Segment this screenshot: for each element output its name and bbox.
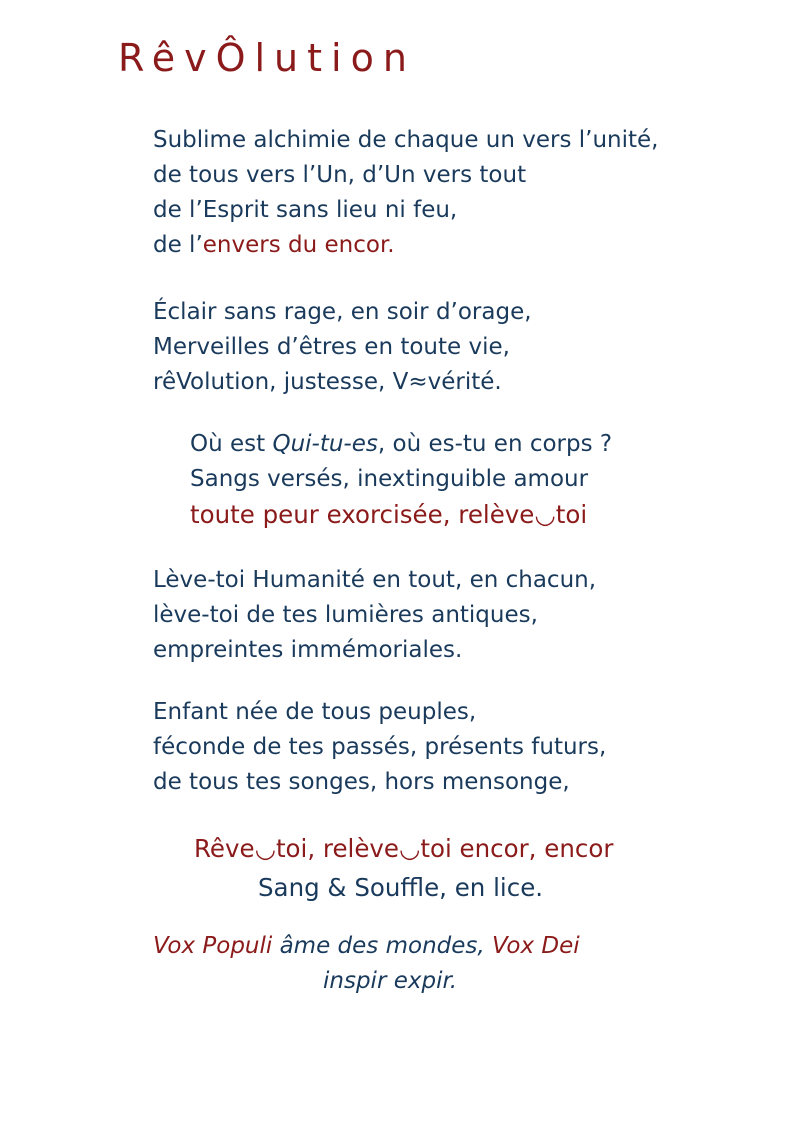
stanza-4 (153, 563, 596, 668)
stanza-3-line-3: toute peur exorcisée, relève◡toi (190, 500, 588, 529)
stanza-7 (153, 929, 580, 999)
stanza-4-line-2: lève-toi de tes lumières antiques, (153, 602, 538, 628)
poem-title: RêvÔlution (118, 36, 416, 80)
stanza-5-line-1: Enfant née de tous peuples, (153, 699, 477, 725)
stanza-2 (153, 295, 532, 400)
stanza-1-line-4-accent: envers du encor. (202, 232, 395, 258)
stanza-5 (153, 695, 606, 800)
stanza-5-line-3: de tous tes songes, hors mensonge, (153, 769, 570, 795)
stanza-7-line-1-middle: âme des mondes, (272, 933, 493, 959)
stanza-2-line-1: Éclair sans rage, en soir d’orage, (153, 299, 532, 325)
stanza-3-line-1-end: , où es-tu en corps ? (377, 431, 613, 457)
stanza-1-line-1: Sublime alchimie de chaque un vers l’unité, (153, 127, 659, 153)
stanza-2-line-3: rêVolution, justesse, V≈vérité. (153, 369, 502, 395)
stanza-3-line-1-start: Où est (190, 431, 273, 457)
stanza-6 (194, 829, 694, 907)
stanza-3-line-2: Sangs versés, inextinguible amour (190, 466, 589, 492)
stanza-7-line-1 (153, 929, 580, 964)
stanza-6-line-1: Rêve◡toi, relève◡toi encor, encor (194, 834, 614, 863)
stanza-4-line-1: Lève-toi Humanité en tout, en chacun, (153, 567, 597, 593)
stanza-3-line-1-italic: Qui-tu-es (272, 431, 378, 457)
stanza-7-vox-dei: Vox Dei (492, 933, 580, 959)
stanza-3-line-1 (190, 427, 612, 462)
stanza-1-line-3: de l’Esprit sans lieu ni feu, (153, 197, 458, 223)
stanza-2-line-2: Merveilles d’êtres en toute vie, (153, 334, 510, 360)
stanza-7-line-2: inspir expir. (323, 968, 458, 994)
stanza-6-line-2: Sang & Souffle, en lice. (258, 873, 544, 902)
stanza-5-line-2: féconde de tes passés, présents futurs, (153, 734, 607, 760)
stanza-3 (190, 427, 612, 532)
stanza-1 (153, 123, 659, 263)
stanza-4-line-3: empreintes immémoriales. (153, 637, 463, 663)
stanza-1-line-4-start: de l’ (153, 232, 203, 258)
stanza-1-line-2: de tous vers l’Un, d’Un vers tout (153, 162, 527, 188)
stanza-1-line-4 (153, 228, 659, 263)
stanza-7-vox-populi: Vox Populi (153, 933, 273, 959)
